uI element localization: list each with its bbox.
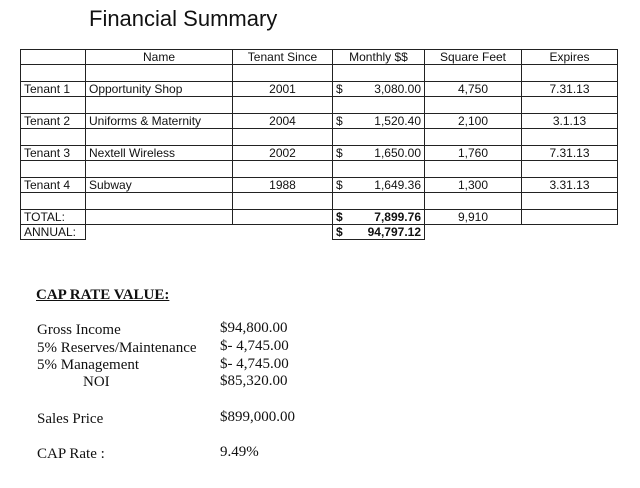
- tenant-cell: Tenant 3: [21, 146, 86, 161]
- currency-symbol: $: [336, 146, 343, 160]
- management-label: 5% Management: [37, 357, 140, 373]
- table-row: [21, 146, 618, 161]
- annual-row: [21, 225, 618, 240]
- name-cell: Opportunity Shop: [86, 82, 233, 97]
- since-cell: 2004: [233, 114, 333, 129]
- page-title: Financial Summary: [89, 6, 278, 31]
- reserves-value: $- 4,745.00: [220, 338, 289, 354]
- monthly-cell: [333, 114, 425, 129]
- noi-value: $85,320.00: [220, 373, 288, 389]
- total-label: TOTAL:: [21, 210, 86, 225]
- header-cell: Square Feet: [425, 50, 522, 65]
- header-cell: [21, 50, 86, 65]
- monthly-cell: [333, 178, 425, 193]
- table-spacer-row: [21, 193, 618, 210]
- header-cell: Name: [86, 50, 233, 65]
- header-cell: Expires: [522, 50, 618, 65]
- sqft-cell: 4,750: [425, 82, 522, 97]
- gross-income-label: Gross Income: [37, 322, 121, 338]
- tenant-cell: Tenant 4: [21, 178, 86, 193]
- expires-cell: 7.31.13: [522, 146, 618, 161]
- table-row: [21, 178, 618, 193]
- expires-cell: 3.31.13: [522, 178, 618, 193]
- total-sqft: 9,910: [425, 210, 522, 225]
- table-spacer-row: [21, 161, 618, 178]
- monthly-value: 1,520.40: [374, 114, 421, 128]
- total-monthly-cell: [333, 210, 425, 225]
- table-spacer-row: [21, 65, 618, 82]
- since-cell: 1988: [233, 178, 333, 193]
- monthly-value: 1,650.00: [374, 146, 421, 160]
- expires-cell: 3.1.13: [522, 114, 618, 129]
- annual-value: 94,797.12: [367, 225, 421, 239]
- sqft-cell: 1,300: [425, 178, 522, 193]
- name-cell: Uniforms & Maternity: [86, 114, 233, 129]
- sqft-cell: 1,760: [425, 146, 522, 161]
- name-cell: Nextell Wireless: [86, 146, 233, 161]
- table-spacer-row: [21, 129, 618, 146]
- annual-label: ANNUAL:: [21, 225, 86, 240]
- cap-rate-label: CAP Rate :: [37, 446, 105, 462]
- table-spacer-row: [21, 97, 618, 114]
- total-monthly-value: 7,899.76: [374, 210, 421, 224]
- table-header-row: [21, 50, 618, 65]
- expires-cell: 7.31.13: [522, 82, 618, 97]
- sales-price-label: Sales Price: [37, 411, 104, 427]
- annual-monthly-cell: [333, 225, 425, 240]
- gross-income-value: $94,800.00: [220, 320, 288, 336]
- currency-symbol: $: [336, 114, 343, 128]
- reserves-label: 5% Reserves/Maintenance: [37, 340, 197, 356]
- financial-table: [20, 49, 618, 240]
- monthly-value: 3,080.00: [374, 82, 421, 96]
- total-row: [21, 210, 618, 225]
- sales-price-value: $899,000.00: [220, 409, 295, 425]
- name-cell: Subway: [86, 178, 233, 193]
- currency-symbol: $: [336, 225, 343, 239]
- cap-rate-heading: CAP RATE VALUE:: [36, 287, 170, 303]
- monthly-value: 1,649.36: [374, 178, 421, 192]
- table-row: [21, 114, 618, 129]
- table-row: [21, 82, 618, 97]
- tenant-cell: Tenant 1: [21, 82, 86, 97]
- monthly-cell: [333, 146, 425, 161]
- currency-symbol: $: [336, 210, 343, 224]
- noi-label: NOI: [83, 374, 110, 390]
- monthly-cell: [333, 82, 425, 97]
- sqft-cell: 2,100: [425, 114, 522, 129]
- currency-symbol: $: [336, 178, 343, 192]
- header-cell: Monthly $$: [333, 50, 425, 65]
- cap-rate-value: 9.49%: [220, 444, 259, 460]
- currency-symbol: $: [336, 82, 343, 96]
- header-cell: Tenant Since: [233, 50, 333, 65]
- since-cell: 2002: [233, 146, 333, 161]
- management-value: $- 4,745.00: [220, 356, 289, 372]
- tenant-cell: Tenant 2: [21, 114, 86, 129]
- since-cell: 2001: [233, 82, 333, 97]
